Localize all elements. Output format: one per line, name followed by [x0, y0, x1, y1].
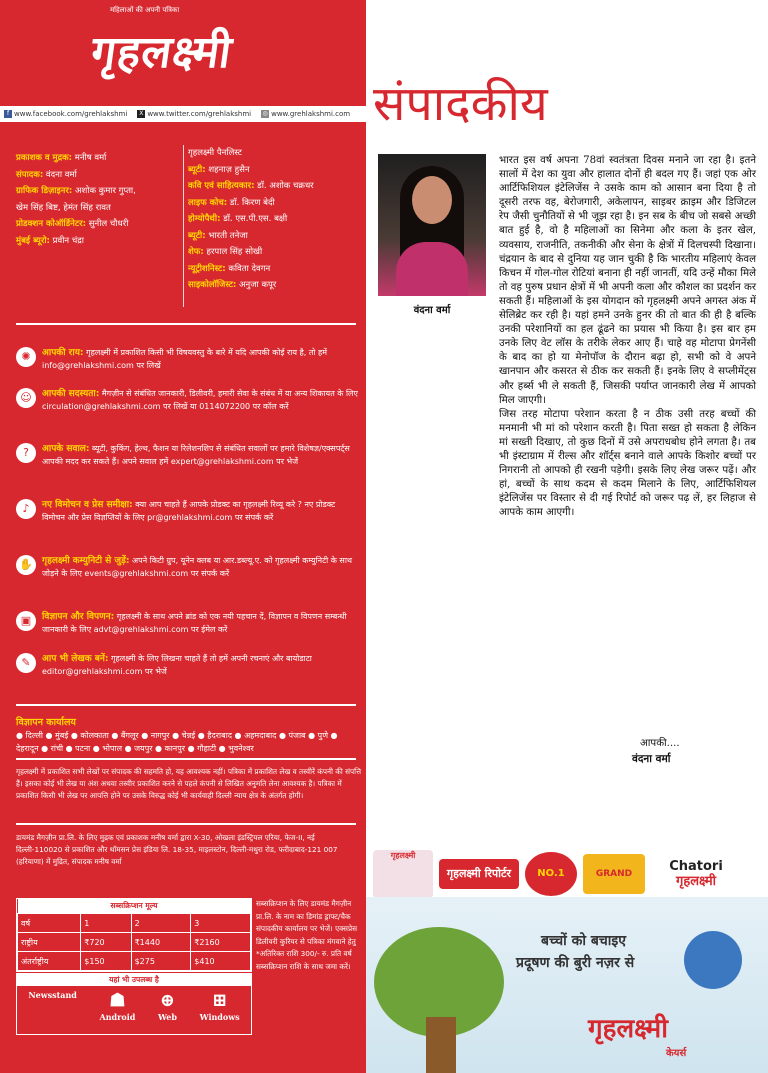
- android-icon: ☗: [109, 990, 126, 1011]
- panel-line: [188, 228, 364, 245]
- facebook-link[interactable]: f www.facebook.com/grehlakshmi: [4, 110, 127, 118]
- panel-line: [188, 145, 364, 162]
- web-link[interactable]: ⊕ Web: [157, 990, 177, 1022]
- windows-link[interactable]: ⊞ Windows: [199, 990, 240, 1022]
- info-text: गृहलक्ष्मी के साथ अपने ब्रांड को एक नयी पहचान दें, विज्ञापन व विपणन सम्बन्धी जानकारी के लिए advt@grehlakshmi.com पर ईमेल करें: [42, 612, 347, 634]
- staff-line: [16, 150, 184, 167]
- sign-off: आपकी....: [640, 738, 680, 749]
- info-heading: आपकी सदस्यता:: [42, 389, 100, 399]
- contact-info-item: [16, 499, 358, 524]
- table-cell: $275: [131, 952, 191, 971]
- info-text: अपने किटी ग्रुप, यूनेन क्लब या आर.डब्ल्यू.ए. को गृहलक्ष्मी कम्युनिटी के साथ जोड़ने के लिए events@grehlakshmi.com पर संपर्क करें: [42, 556, 353, 578]
- panel-role: होम्योपैथी:: [188, 214, 221, 224]
- staff-line: [16, 233, 184, 250]
- mic-icon: ♪: [16, 499, 36, 519]
- staff-role: प्रोडक्शन कोऑर्डिनेटर:: [16, 219, 87, 229]
- table-row: [18, 933, 251, 952]
- staff-credits: [16, 150, 184, 249]
- editorial-text: [499, 154, 756, 520]
- website-link[interactable]: ◎ www.grehlakshmi.com: [262, 110, 351, 118]
- pen-icon: ✎: [16, 653, 36, 673]
- info-text: क्या आप चाहते हैं आपके प्रोडक्ट का गृहलक्ष्मी रिव्यू करे ? नए प्रोडक्ट विमोचन और प्रेस विज्ञप्तियों के लिए pr@grehlakshmi.com पर संपर्क करें: [42, 500, 336, 522]
- availability-title: यहां भी उपलब्ध है: [17, 974, 251, 986]
- panel-line: [188, 261, 364, 278]
- photo-caption: वंदना वर्मा: [413, 305, 451, 316]
- staff-line: [16, 183, 184, 200]
- chatori-logo[interactable]: Chatori गृहलक्ष्मी: [669, 859, 723, 889]
- web-icon: ◎: [262, 110, 268, 117]
- table-row: [18, 952, 251, 971]
- divider: [16, 823, 356, 825]
- panel-role: शेफ:: [188, 247, 204, 257]
- panel-role: लाइफ कोच:: [188, 197, 228, 208]
- info-heading: गृहलक्ष्मी कम्युनिटी से जुड़ें:: [42, 556, 130, 566]
- panel-name: कविता देवगन: [228, 263, 271, 274]
- panel-role: कवि एवं साहित्यकार:: [188, 181, 255, 191]
- ad-headline-1: बच्चों को बचाइए: [541, 933, 627, 949]
- staff-role: प्रकाशक व मुद्रक:: [16, 153, 73, 163]
- staff-name: अशोक कुमार गुप्ता,: [74, 186, 136, 196]
- left-column: [0, 0, 366, 1073]
- column-divider: [183, 145, 184, 307]
- table-cell: ₹1440: [131, 933, 191, 952]
- members-icon: ☺: [16, 388, 36, 408]
- table-cell: अंतर्राष्ट्रीय: [18, 952, 81, 971]
- table-header-cell: 2: [131, 914, 191, 933]
- newsstand-link[interactable]: Newsstand: [28, 990, 77, 1000]
- ad-icon: ▣: [16, 611, 36, 631]
- staff-line: [16, 216, 184, 233]
- staff-line: [16, 167, 184, 184]
- panel-line: [188, 162, 364, 179]
- table-header-cell: 3: [191, 914, 251, 933]
- panel-line: [188, 195, 364, 212]
- table-cell: ₹2160: [191, 933, 251, 952]
- panelist-credits: [188, 145, 364, 294]
- info-text: ब्यूटी, कुकिंग, हेल्थ, फैशन या रिलेशनशिप से संबंधित सवालों पर हमारे विशेषज्ञ/एक्सपर्ट्स आपकी मदद कर सकते हैं। अपने सवाल हमें expert@grehlakshmi.com पर भेजें: [42, 444, 350, 466]
- grehlakshmi-brand-logo[interactable]: गृहलक्ष्मी: [373, 850, 433, 898]
- handshake-icon: ✋: [16, 555, 36, 575]
- globe-icon: ⊕: [159, 990, 176, 1011]
- panel-name: डॉ. किरण बेदी: [229, 197, 275, 208]
- staff-line: [16, 200, 184, 217]
- contact-info-item: [16, 347, 358, 372]
- panel-name: डॉ. एस.पी.एस. बक्षी: [223, 214, 288, 224]
- paragraph: जिस तरह मोटापा परेशान करता है न ठीक उसी तरह बच्चों की मनमानी भी मां को परेशान करती है। पिता सख्त हो सकता है लेकिन मां सख्ती दिखाए, तो कुछ दिनों में उसे अपराधबोध होने लगता है। तब भी इंस्टाग्राम में रील्स और शॉर्ट्स बनाने वाले आपके किशोर बच्चों पर निगरानी तो आपको ही रखनी पड़ेगी। इसके लिए लेख जरूर पढ़ें। और हां, बच्चों के साथ कदम से कदम मिलाने के लिए, आर्टिफिशियल इंटेलिजेंस पर विस्तार से दी गई रिपोर्ट को जरूर पढ़ लें, हर लिहाज से आपके काम आएगी।: [499, 408, 756, 519]
- panel-role: ब्यूटी:: [188, 164, 206, 175]
- table-header-cell: 1: [81, 914, 131, 933]
- info-heading: नए विमोचन व प्रेस समीक्षा:: [42, 500, 133, 510]
- ad-brand: गृहलक्ष्मी: [588, 1014, 668, 1044]
- staff-role: संपादक:: [16, 169, 44, 180]
- panel-line: [188, 244, 364, 261]
- tree-trunk: [426, 1017, 456, 1073]
- panel-name: भारती तनेजा: [208, 230, 248, 241]
- table-cell: $150: [81, 952, 131, 971]
- divider: [16, 758, 356, 760]
- ads-office-cities: ● दिल्ली ● मुंबई ● कोलकाता ● बैंगलूर ● नागपुर ● चेन्नई ● हैदराबाद ● अहमदाबाद ● पंजाब ● पुणे ● देहरादून ● रांची ● पटना ● भोपाल ● जयपुर ● कानपुर ● गौहाटी ● भुवनेश्वर: [16, 731, 338, 753]
- question-icon: ?: [16, 443, 36, 463]
- info-text: मैगज़ीन से संबंधित जानकारी, डिलीवरी, हमारी सेवा के संबंध में या अन्य शिकायत के लिए circulation@grehlakshmi.com पर लिखें या 0114072200 पर कॉल करें: [42, 389, 358, 411]
- panel-role: न्यूट्रीशनिस्ट:: [188, 263, 226, 274]
- grehlakshmi-cares-ad[interactable]: [366, 897, 768, 1073]
- subscription-title: सब्सक्रिप्शन मूल्य: [18, 899, 251, 914]
- table-header-cell: वर्ष: [18, 914, 81, 933]
- twitter-link[interactable]: X www.twitter.com/grehlakshmi: [139, 110, 252, 118]
- panel-name: डॉ. अशोक चक्रधर: [257, 181, 314, 191]
- panel-name: हरपाल सिंह सोखी: [206, 247, 263, 257]
- info-text: गृहलक्ष्मी में प्रकाशित किसी भी विषयवस्तु के बारे में यदि आपकी कोई राय है, तो हमें info@grehlakshmi.com पर लिखें: [42, 348, 328, 370]
- panel-name: गृहलक्ष्मी पैनलिस्ट: [188, 148, 242, 158]
- disclaimer-text: गृहलक्ष्मी में प्रकाशित सभी लेखों पर संपादक की सहमति हो, यह आवश्यक नहीं। पत्रिका में प्रकाशित लेख व तस्वीरें कंपनी की संपत्ति हैं। इसका कोई भी लेख या अंश अथवा तस्वीर प्रकाशित करने से पहले कंपनी से लिखित अनुमति लेना आवश्यक है। पत्रिका में प्रकाशित किसी भी लेख पर आपत्ति होने पर उसके विरुद्ध कोई भी कार्यवाही दिल्ली न्याय क्षेत्र के अंतर्गत होगी।: [16, 767, 362, 800]
- divider: [16, 704, 356, 706]
- grand-bazaar-logo[interactable]: GRAND: [583, 854, 645, 894]
- staff-name: प्रवीन चंद्रा: [52, 235, 84, 246]
- info-heading: विज्ञापन और विपणन:: [42, 612, 115, 622]
- availability-box: [16, 973, 252, 1035]
- subscription-note: सब्सक्रिप्शन के लिए डायमंड मैगज़ीन प्रा.लि. के नाम का डिमांड ड्राफ्ट/चैक संपादकीय कार्यालय पर भेजें। एक्सप्रेस डिलीवरी कुरियर से पत्रिका मंगवाने हेतु *अतिरिक्त राशि 300/- रु. प्रति वर्ष सब्सक्रिप्शन राशि के साथ जमा करें।: [256, 899, 358, 971]
- page-title: संपादकीय: [373, 76, 548, 132]
- table-cell: ₹720: [81, 933, 131, 952]
- panel-role: साइकोलॉजिस्ट:: [188, 280, 237, 290]
- table-cell: $410: [191, 952, 251, 971]
- info-text: गृहलक्ष्मी के लिए लिखना चाहते हैं तो हमें अपनी रचनाएं और बायोडाटा editor@grehlakshmi.com पर भेजें: [42, 654, 312, 676]
- grehlakshmi-reporter-logo[interactable]: गृहलक्ष्मी रिपोर्टर: [439, 859, 519, 889]
- panel-role: ब्यूटी:: [188, 230, 206, 241]
- no1-choice-logo[interactable]: NO.1: [525, 852, 577, 896]
- panel-name: शहनाज़ हुसैन: [208, 164, 250, 175]
- panel-name: अनुजा कपूर: [239, 280, 277, 290]
- social-links-bar: [0, 106, 366, 122]
- contact-info-item: [16, 653, 358, 678]
- facebook-icon: f: [4, 110, 12, 118]
- editor-photo: [378, 154, 486, 296]
- contact-info-item: [16, 555, 358, 580]
- staff-name: खेम सिंह बिष्ट, हेमंत सिंह रावत: [16, 202, 111, 213]
- paragraph: भारत इस वर्ष अपना 78वां स्वतंत्रता दिवस मनाने जा रहा है। इतने सालों में देश का युवा और हालात दोनों ही बदल गए हैं। जहां एक ओर आर्टिफिशियल इंटेलिजेंस ने उसके काम को आसान बना दिया है तो दूसरी तरफ वह, बेरोजगारी, अकेलापन, साइबर क्राइम और डिजिटल रेप जैसी चुनौतियों से भी जूझ रहा है। इन सब के बीच जो सबसे अच्छी बात हुई है, वो है महिलाओं का सिनेमा और कला के इतर खेल, व्यवसाय, राजनीति, तकनीकी और सेना के क्षेत्रों में दिलचस्पी दिखाना। चंद्रयान के बाद से दुनिया यह जान चुकी है कि भारतीय महिलाएं केवल किचन में गोल-गोल रोटियां बनाना ही नहीं जानतीं, यदि उन्हें मौका मिले तो वह पुरुष प्रधान क्षेत्रों में भी अपनी कला और कौशल का प्रदर्शन कर सकती हैं। महिलाओं के इस योगदान को गृहलक्ष्मी अपने अगस्त अंक में सेलिब्रेट कर रही है। यहां हमने उनके हुनर की तो बात की ही है बल्कि उनकी परेशानियों का हल ढूंढने का प्रयास भी किया है। इस बार हम उनके लिए वेट लॉस के तरीके लेकर आए हैं। चाहे वह मोटापा प्रेगनेंसी के बाद का हो या मेनोपॉज के दौरान बढ़ा हो, सभी को वे अपने खानपान और कसरत से ठीक कर सकती हैं। इनके लिए वे सप्लीमेंट्स और हर्ब्स भी ले सकती हैं, जिसकी पर्याप्त जानकारी लेख में आपको मिल जाएगी।: [499, 155, 756, 406]
- subscription-table: [16, 898, 252, 972]
- info-heading: आपकी राय:: [42, 348, 84, 358]
- twitter-icon: X: [139, 110, 144, 117]
- globe-illustration: [684, 931, 742, 989]
- divider: [16, 323, 356, 325]
- android-link[interactable]: ☗ Android: [99, 990, 136, 1022]
- info-heading: आप भी लेखक बनें:: [42, 654, 109, 664]
- ad-brand-sub: केयर्स: [666, 1048, 687, 1059]
- panel-line: [188, 211, 364, 228]
- bulb-icon: ✺: [16, 347, 36, 367]
- info-heading: आपके सवाल:: [42, 444, 90, 454]
- grehlakshmi-logo[interactable]: गृहलक्ष्मी: [88, 27, 236, 78]
- staff-name: सुनील चौधरी: [88, 219, 129, 229]
- staff-role: मुंबई ब्यूरो:: [16, 235, 50, 246]
- staff-name: मनीष वर्मा: [74, 153, 107, 163]
- panel-line: [188, 178, 364, 195]
- contact-info-item: [16, 388, 358, 413]
- staff-name: वंदना वर्मा: [45, 169, 77, 180]
- panel-line: [188, 277, 364, 294]
- ads-office-title: विज्ञापन कार्यालय: [16, 717, 76, 728]
- contact-info-item: [16, 443, 358, 468]
- imprint-text: डायमंड मैगज़ीन प्रा.लि. के लिए मुद्रक एवं प्रकाशक मनीष वर्मा द्वारा X-30, ओखला इंडस्ट्रियल एरिया, फेज-II, नई दिल्ली-110020 से प्रकाशित और थॉमसन प्रेस इंडिया लि. 18-35, माइलस्टोन, दिल्ली-मथुरा रोड, फरीदाबाद-121 007 (हरियाणा) में मुद्रित, संपादक मनीष वर्मा: [16, 833, 338, 866]
- brand-logos-row: [373, 848, 765, 900]
- signature: वंदना वर्मा: [632, 753, 671, 765]
- windows-icon: ⊞: [212, 990, 228, 1011]
- ad-headline-2: प्रदूषण की बुरी नज़र से: [516, 955, 635, 971]
- staff-role: ग्राफिक डिज़ाइनर:: [16, 186, 73, 196]
- table-cell: राष्ट्रीय: [18, 933, 81, 952]
- logo-tagline: महिलाओं की अपनी पत्रिका: [110, 6, 180, 14]
- contact-info-item: [16, 611, 358, 636]
